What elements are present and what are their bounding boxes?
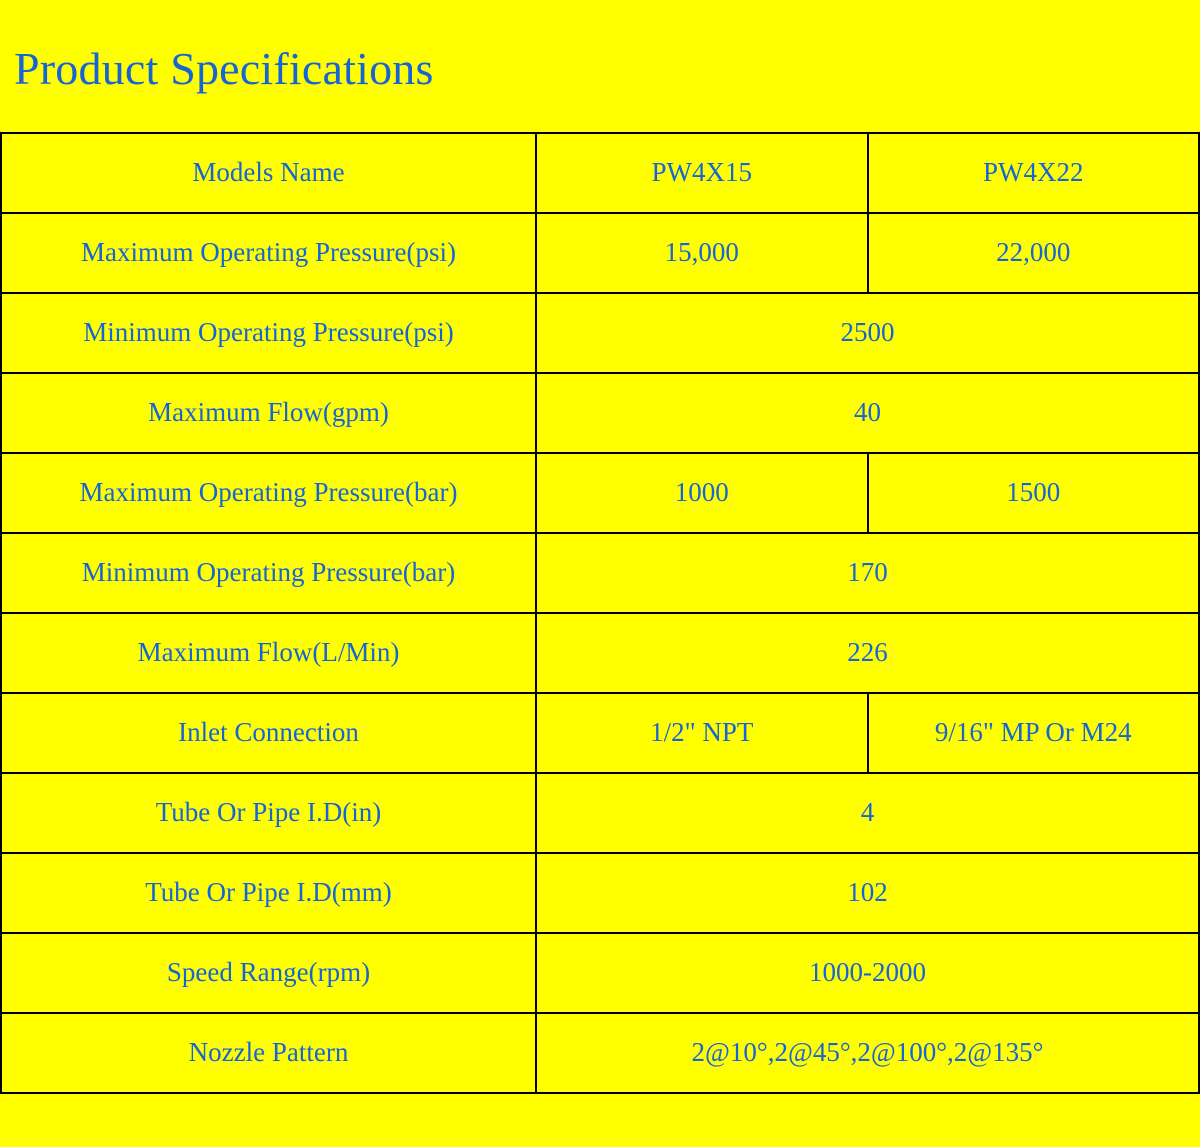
- spec-value-pw4x22: PW4X22: [868, 133, 1200, 213]
- spec-label: Tube Or Pipe I.D(in): [1, 773, 536, 853]
- table-row: [1, 533, 1199, 613]
- spec-label: Inlet Connection: [1, 693, 536, 773]
- table-row: [1, 853, 1199, 933]
- spec-value-shared: 2500: [536, 293, 1199, 373]
- table-row: [1, 933, 1199, 1013]
- spec-value-pw4x15: 1/2" NPT: [536, 693, 868, 773]
- table-row: [1, 693, 1199, 773]
- spec-label: Nozzle Pattern: [1, 1013, 536, 1093]
- spec-value-shared: 170: [536, 533, 1199, 613]
- spec-value-shared: 4: [536, 773, 1199, 853]
- spec-value-pw4x22: 1500: [868, 453, 1200, 533]
- spec-label: Maximum Flow(L/Min): [1, 613, 536, 693]
- spec-value-shared: 1000-2000: [536, 933, 1199, 1013]
- table-row: [1, 213, 1199, 293]
- spec-value-pw4x15: 1000: [536, 453, 868, 533]
- spec-value-pw4x22: 22,000: [868, 213, 1200, 293]
- spec-label: Maximum Operating Pressure(psi): [1, 213, 536, 293]
- spec-label: Minimum Operating Pressure(bar): [1, 533, 536, 613]
- spec-label: Maximum Flow(gpm): [1, 373, 536, 453]
- spec-value-shared: 2@10°,2@45°,2@100°,2@135°: [536, 1013, 1199, 1093]
- spec-value-pw4x15: 15,000: [536, 213, 868, 293]
- spec-value-pw4x22: 9/16" MP Or M24: [868, 693, 1200, 773]
- table-row: [1, 453, 1199, 533]
- spec-value-shared: 102: [536, 853, 1199, 933]
- spec-label: Tube Or Pipe I.D(mm): [1, 853, 536, 933]
- table-row: [1, 293, 1199, 373]
- table-body: [1, 133, 1199, 1093]
- spec-sheet-page: [0, 31, 1200, 1147]
- table-row: [1, 133, 1199, 213]
- table-row: [1, 773, 1199, 853]
- table-row: [1, 613, 1199, 693]
- spec-label: Models Name: [1, 133, 536, 213]
- table-row: [1, 373, 1199, 453]
- spec-value-shared: 40: [536, 373, 1199, 453]
- spec-label: Minimum Operating Pressure(psi): [1, 293, 536, 373]
- spec-label: Speed Range(rpm): [1, 933, 536, 1013]
- spec-value-shared: 226: [536, 613, 1199, 693]
- spec-value-pw4x15: PW4X15: [536, 133, 868, 213]
- spec-label: Maximum Operating Pressure(bar): [1, 453, 536, 533]
- page-title: Product Specifications: [14, 42, 434, 94]
- table-row: [1, 1013, 1199, 1093]
- product-specifications-table: [0, 132, 1200, 1094]
